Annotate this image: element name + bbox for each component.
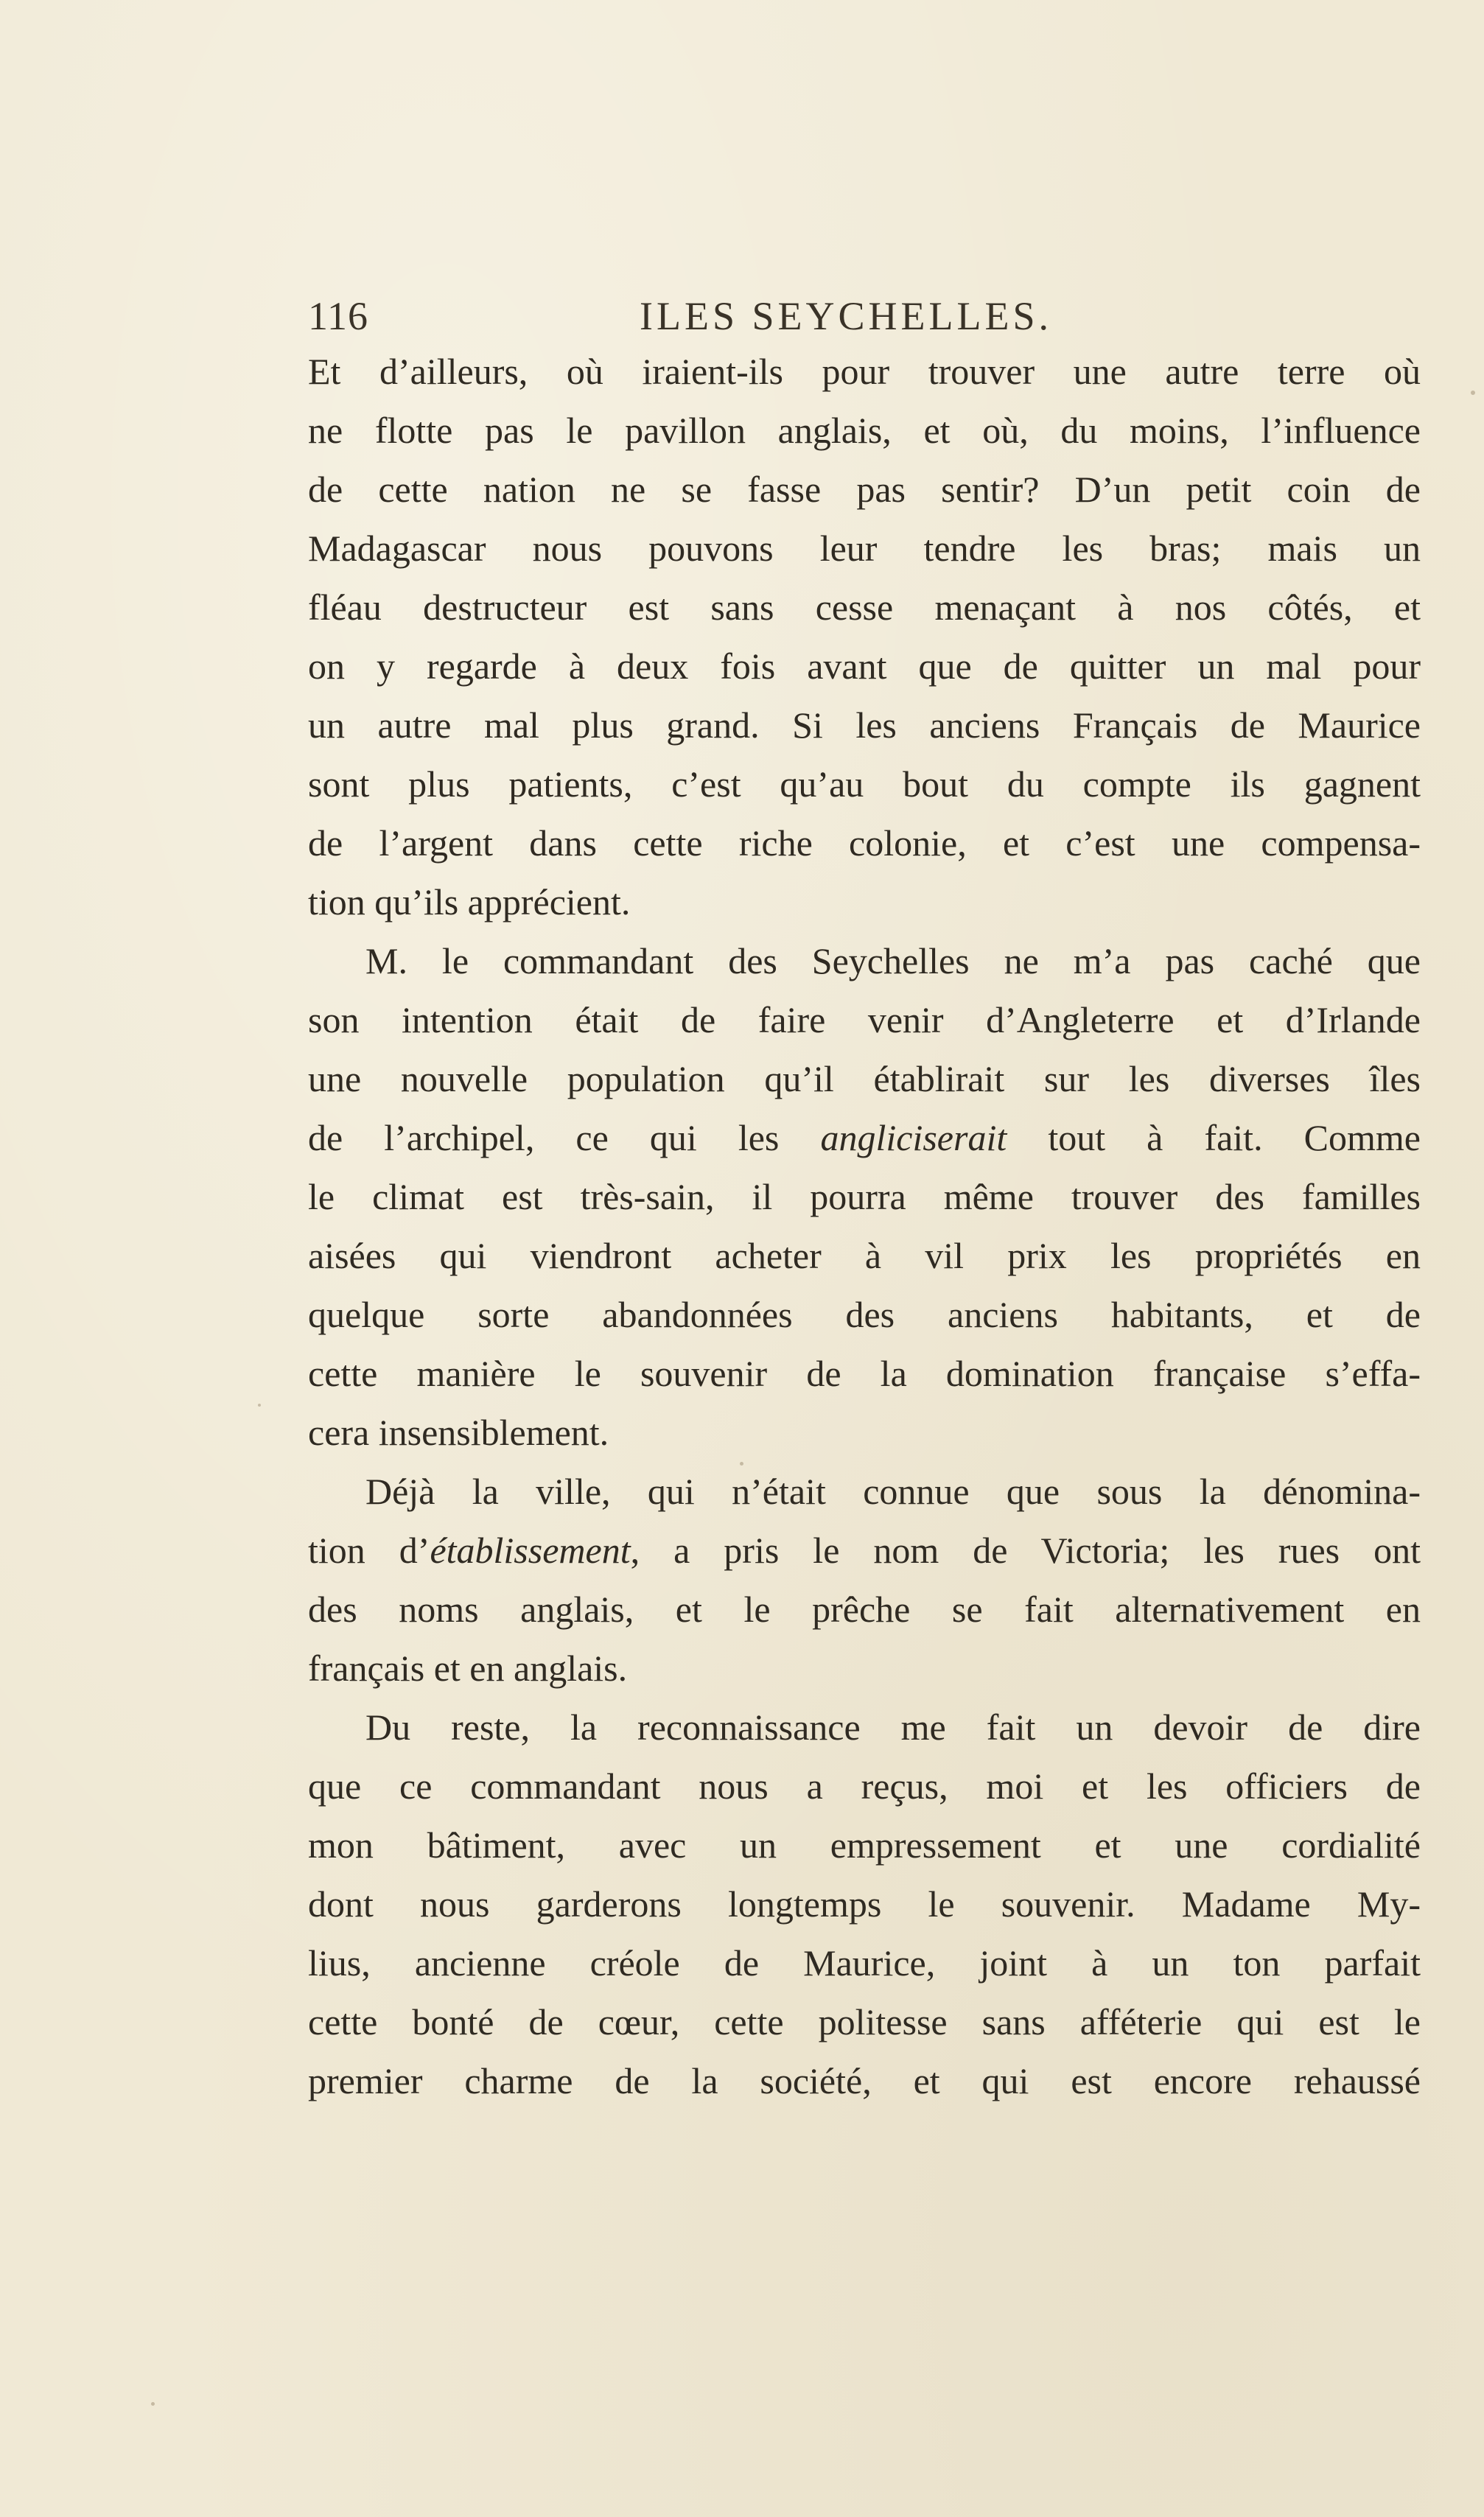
text-line: premier charme de la société, et qui est encore rehaussé — [308, 2060, 1421, 2101]
text-line: cette manière le souvenir de la domination française s’effa- — [308, 1353, 1421, 1394]
text-line: mon bâtiment, avec un empressement et une cordialité — [308, 1824, 1421, 1866]
text-segment: de l’archipel, ce qui les — [308, 1117, 821, 1158]
text-line: de l’argent dans cette riche colonie, et c’est une compensa- — [308, 822, 1421, 864]
text-line: cera insensiblement. — [308, 1412, 609, 1453]
text-line: quelque sorte abandonnées des anciens habitants, et de — [308, 1294, 1421, 1335]
text-line: de cette nation ne se fasse pas sentir? D’un petit coin de — [308, 469, 1421, 510]
text-line: que ce commandant nous a reçus, moi et les officiers de — [308, 1765, 1421, 1807]
text-segment: tion d’ — [308, 1530, 430, 1571]
text-line: français et en anglais. — [308, 1648, 628, 1689]
text-line: on y regarde à deux fois avant que de quitter un mal pour — [308, 645, 1421, 687]
text-line: des noms anglais, et le prêche se fait alternativement en — [308, 1589, 1421, 1630]
text-line: le climat est très-sain, il pourra même trouver des familles — [308, 1176, 1421, 1217]
text-line: ne flotte pas le pavillon anglais, et où, du moins, l’influence — [308, 410, 1421, 451]
text-line: M. le commandant des Seychelles ne m’a pas caché que — [365, 940, 1421, 981]
text-line: sont plus patients, c’est qu’au bout du compte ils gagnent — [308, 763, 1421, 805]
text-line: Madagascar nous pouvons leur tendre les bras; mais un — [308, 528, 1421, 569]
running-title: ILES SEYCHELLES. — [640, 294, 1052, 338]
text-line: Du reste, la reconnaissance me fait un devoir de dire — [365, 1706, 1421, 1748]
text-line: aisées qui viendront acheter à vil prix les propriétés en — [308, 1235, 1421, 1276]
running-head — [308, 293, 1421, 345]
text-segment: tout à fait. Comme — [1007, 1117, 1421, 1158]
paper-speck — [151, 2402, 155, 2406]
text-line: tion qu’ils apprécient. — [308, 881, 631, 923]
italic-term: angliciserait — [820, 1117, 1007, 1158]
text-line: fléau destructeur est sans cesse menaçant à nos côtés, et — [308, 587, 1421, 628]
text-line: une nouvelle population qu’il établirait sur les diverses îles — [308, 1058, 1421, 1099]
text-line: dont nous garderons longtemps le souvenir. Madame My- — [308, 1883, 1421, 1925]
paper-speck — [1471, 391, 1475, 395]
text-line: un autre mal plus grand. Si les anciens Français de Maurice — [308, 704, 1421, 746]
text-line: lius, ancienne créole de Maurice, joint à un ton parfait — [308, 1942, 1421, 1984]
text-line: Et d’ailleurs, où iraient-ils pour trouver une autre terre où — [308, 351, 1421, 392]
page-number: 116 — [308, 294, 368, 338]
text-line: cette bonté de cœur, cette politesse sans afféterie qui est le — [308, 2001, 1421, 2042]
text-line — [308, 1521, 1421, 1580]
paper-speck — [258, 1404, 261, 1407]
text-line: son intention était de faire venir d’Angleterre et d’Irlande — [308, 999, 1421, 1040]
text-line: Déjà la ville, qui n’était connue que sous la dénomina- — [365, 1471, 1421, 1512]
italic-term: établissement — [430, 1530, 631, 1571]
text-line — [308, 1108, 1421, 1167]
text-segment: , a pris le nom de Victoria; les rues ont — [630, 1530, 1421, 1571]
